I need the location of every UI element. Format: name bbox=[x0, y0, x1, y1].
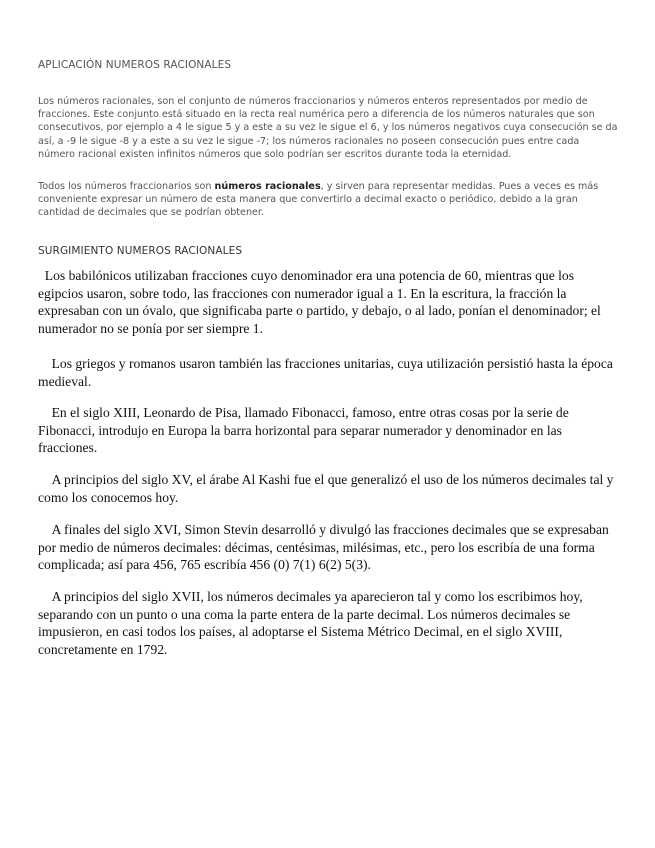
history-paragraph-babylonians: Los babilónicos utilizaban fracciones cuyo denominador era una potencia de 60, mientras que los egipcios usaron, sobre todo, las fracciones con numerador igual a 1. En la escritura, la fracción la expresaban con un óvalo, que significaba parte o partido, y debajo, o al lado, ponían el denominador; el numerador no se ponía por ser siempre 1. bbox=[38, 268, 601, 336]
origin-heading: SURGIMIENTO NUMEROS RACIONALES bbox=[38, 245, 243, 257]
fractions-bold-term: números racionales bbox=[214, 181, 321, 192]
history-paragraph-fibonacci: En el siglo XIII, Leonardo de Pisa, llamado Fibonacci, famoso, entre otras cosas por la serie de Fibonacci, introdujo en Europa la barra horizontal para separar numerador y denominador en las fracciones. bbox=[38, 405, 569, 456]
fractions-text-after: , y sirven para representar medidas. Pues a veces es más conveniente expresar un número de esta manera que convertirlo a decimal exacto o periódico, debido a la gran cantidad de decimales que se podrían obtener. bbox=[38, 181, 599, 219]
intro-paragraph: Los números racionales, son el conjunto de números fraccionarios y números enteros representados por medio de fracciones. Este conjunto está situado en la recta real numérica pero a diferencia de los números naturales que son consecutivos, por ejemplo a 4 le sigue 5 y a este a su vez le sigue el 6, y los números negativos cuya consecución se da así, a -9 le sigue -8 y a este a su vez le sigue -7; los números racionales no poseen consecución pues entre cada número racional existen infinitos números que solo podrían ser escritos durante toda la eternidad. bbox=[38, 96, 618, 160]
main-heading: APLICACIÓN NUMEROS RACIONALES bbox=[38, 59, 232, 71]
history-paragraph-al-kashi: A principios del siglo XV, el árabe Al Kashi fue el que generalizó el uso de los números decimales tal y como los conocemos hoy. bbox=[38, 472, 614, 505]
history-paragraph-stevin: A finales del siglo XVI, Simon Stevin desarrolló y divulgó las fracciones decimales que se expresaban por medio de números decimales: décimas, centésimas, milésimas, etc., pero los escribía de una forma complicada; así para 456, 765 escribía 456 (0) 7(1) 6(2) 5(3). bbox=[38, 522, 609, 573]
fractions-text-before: Todos los números fraccionarios son bbox=[38, 181, 215, 192]
fractions-paragraph bbox=[38, 180, 618, 220]
history-paragraph-greeks-romans: Los griegos y romanos usaron también las fracciones unitarias, cuya utilización persistió hasta la época medieval. bbox=[38, 356, 613, 389]
history-paragraph-xvii-century: A principios del siglo XVII, los números decimales ya aparecieron tal y como los escribimos hoy, separando con un punto o una coma la parte entera de la parte decimal. Los números decimales se impusieron, en casi todos los países, al adoptarse el Sistema Métrico Decimal, en el siglo XVIII, concretamente en 1792. bbox=[38, 589, 583, 657]
